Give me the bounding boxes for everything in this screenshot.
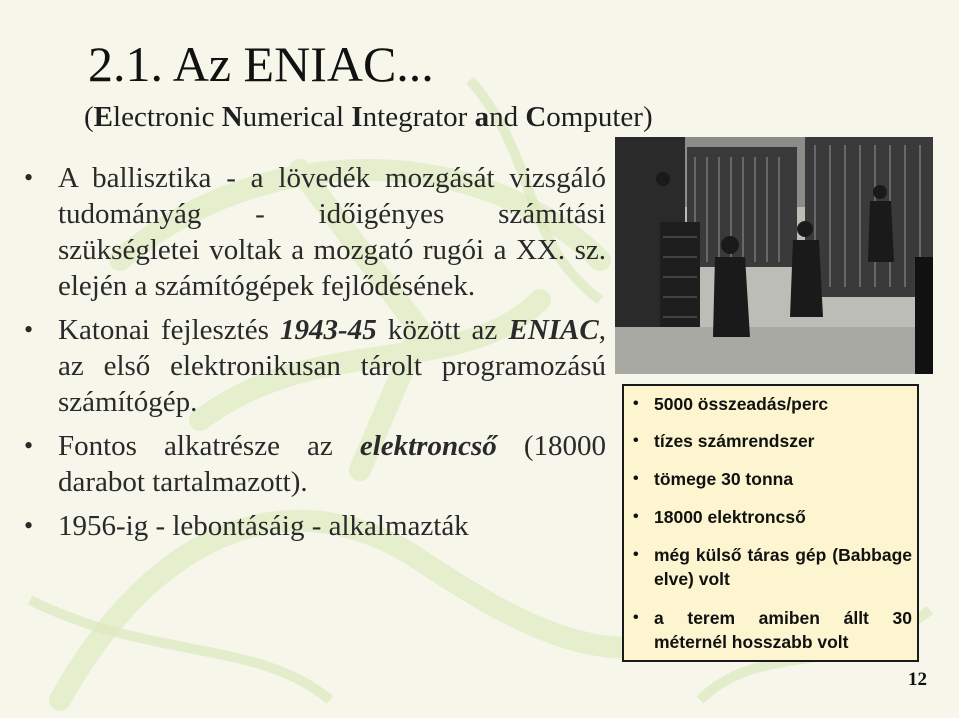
fact-item-room: • a terem amiben állt 30 méternél hosszabb volt [654,606,912,654]
bullet-vacuum-tubes: • Fontos alkatrésze az elektroncső (18000 darabot tartalmazott). [24,428,606,500]
bullet-usage-until-1956: • 1956-ig - lebontásáig - alkalmazták [24,508,606,544]
page-number: 12 [908,669,927,690]
eniac-facts-box [622,384,919,662]
bullet-list [24,160,606,544]
fact-item-weight: • tömege 30 tonna [654,467,912,491]
fact-item-storage: • még külső táras gép (Babbage elve) volt [654,543,912,591]
bullet-military-development: • Katonai fejlesztés 1943-45 között az ENIAC, az első elektronikusan tárolt programozású számítógép. [24,312,606,420]
eniac-photo [615,137,933,374]
fact-item-additions: • 5000 összeadás/perc [654,392,912,416]
bullet-ballistics: • A ballisztika - a lövedék mozgását vizsgáló tudományág - időigényes számítási szükségletei voltak a mozgató rugói a XX. sz. elején a számítógépek fejlődésének. [24,160,606,304]
fact-item-tubes: • 18000 elektroncső [654,505,912,529]
slide-title: 2.1. Az ENIAC... [88,36,434,92]
fact-item-decimal: • tízes számrendszer [654,429,912,453]
slide-subtitle: (Electronic Numerical Integrator and Computer) [84,101,653,133]
